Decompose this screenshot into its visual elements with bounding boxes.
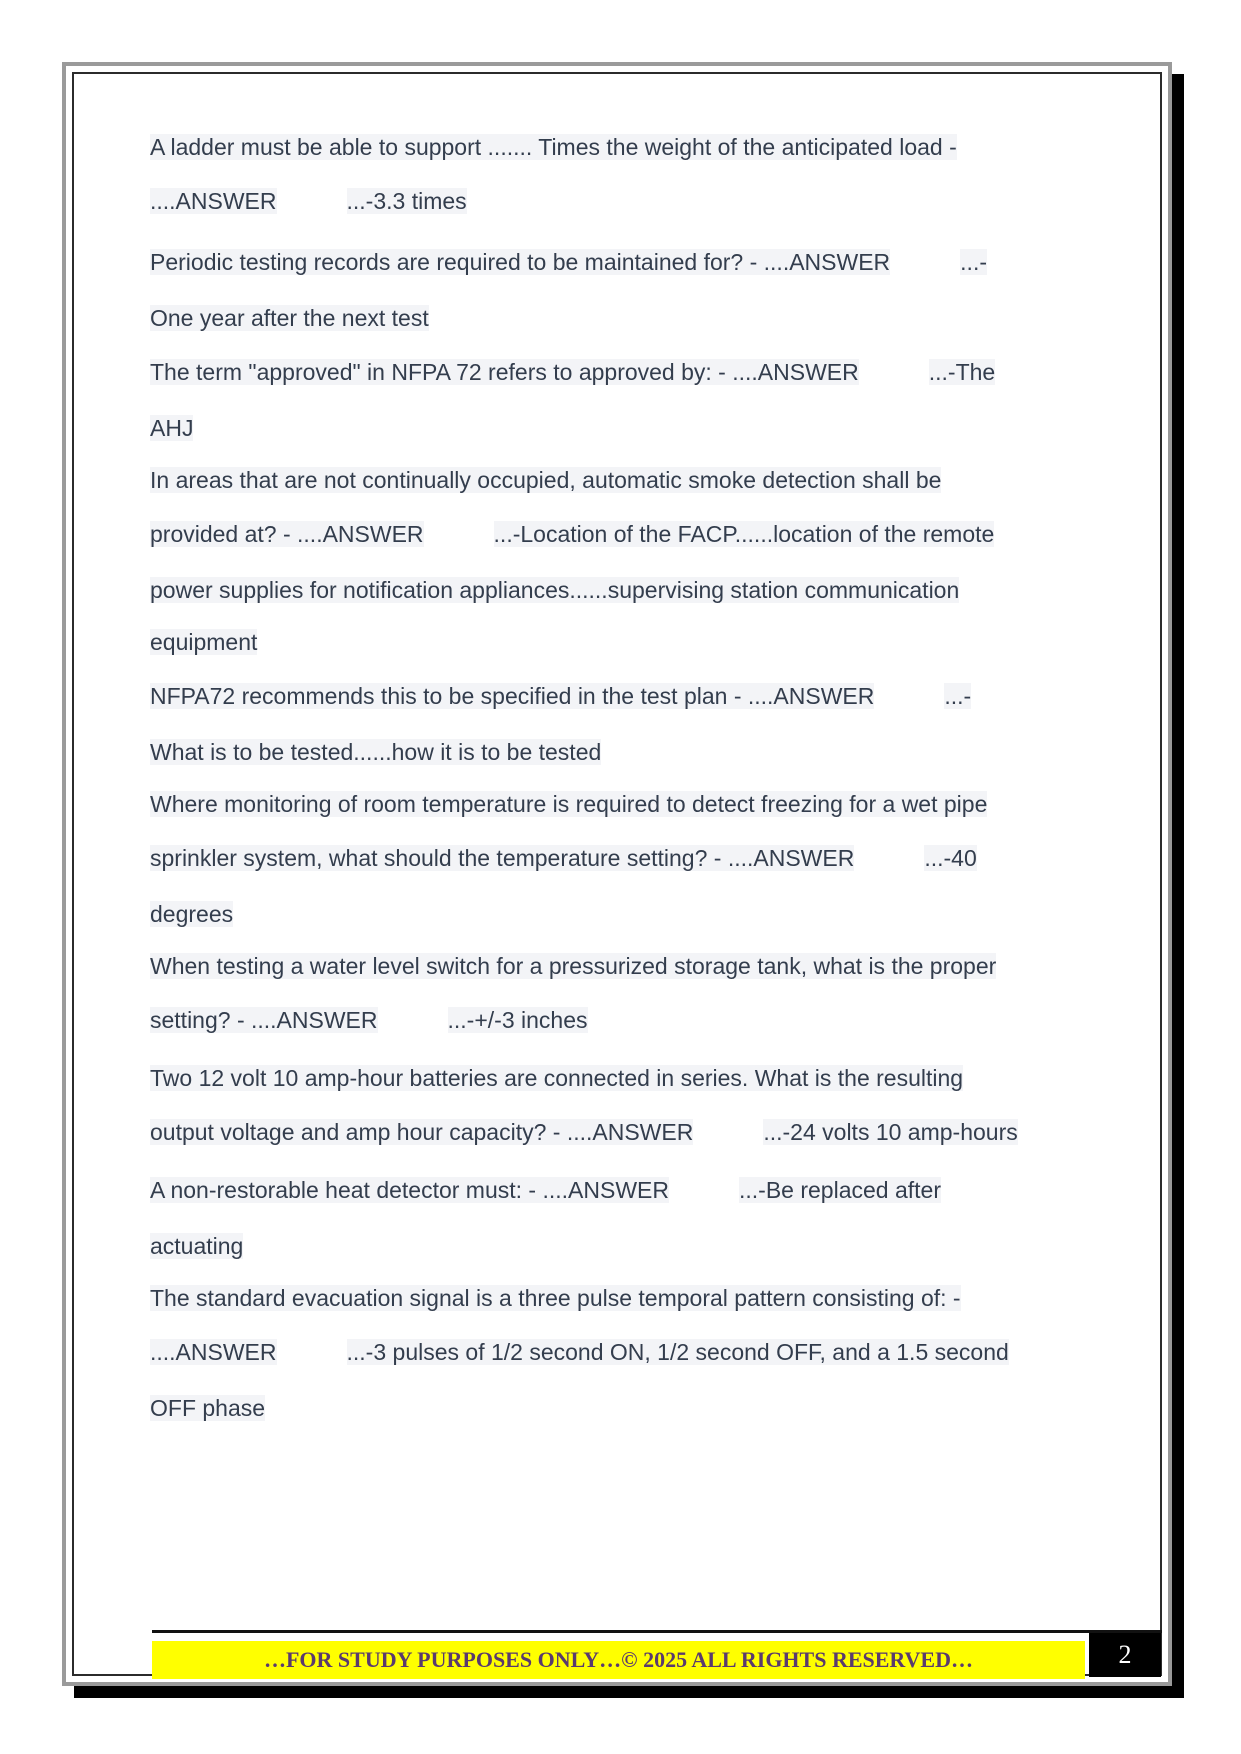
text-line [150,411,193,445]
answer-text: ...-The [928,359,996,385]
footer-rule [152,1630,1162,1633]
line-text: ....ANSWER [150,188,277,214]
answer-text: ...-3 pulses of 1/2 second ON, 1/2 second OFF, and a 1.5 second [346,1339,1009,1365]
line-text: Periodic testing records are required to be maintained for? - ....ANSWER [150,249,891,275]
line-text: What is to be tested......how it is to be tested [150,739,602,765]
line-text: In areas that are not continually occupied, automatic smoke detection shall be [150,467,942,493]
text-line [150,1061,963,1095]
line-text: provided at? - ....ANSWER [150,521,424,547]
line-text: setting? - ....ANSWER [150,1007,378,1033]
text-line [150,679,971,713]
text-line [150,184,467,218]
text-line [150,573,959,607]
text-line [150,355,995,389]
line-text: NFPA72 recommends this to be specified in the test plan - ....ANSWER [150,683,875,709]
answer-text: ...-24 volts 10 amp-hours [763,1119,1018,1145]
line-text: The term "approved" in NFPA 72 refers to approved by: - ....ANSWER [150,359,859,385]
text-line [150,245,987,279]
line-text: degrees [150,901,234,927]
text-line [150,1003,588,1037]
answer-text: ...-+/-3 inches [447,1007,588,1033]
footer-notice: …FOR STUDY PURPOSES ONLY…© 2025 ALL RIGHTS RESERVED… [263,1647,973,1672]
text-line [150,841,977,875]
line-text: ....ANSWER [150,1339,277,1365]
line-text: power supplies for notification appliances......supervising station communication [150,577,960,603]
line-text: AHJ [150,415,194,441]
answer-text: ...-Be replaced after [739,1177,941,1203]
line-text: output voltage and amp hour capacity? - ....ANSWER [150,1119,694,1145]
answer-text: ...-40 [924,845,977,871]
line-text: One year after the next test [150,305,429,331]
answer-text: ...-Location of the FACP......location of the remote [493,521,995,547]
text-line [150,625,257,659]
text-line [150,949,996,983]
text-line [150,897,233,931]
text-line [150,787,987,821]
line-text: Two 12 volt 10 amp-hour batteries are connected in series. What is the resulting [150,1065,964,1091]
line-text: A ladder must be able to support ....... Times the weight of the anticipated load - [150,134,957,160]
line-text: OFF phase [150,1395,266,1421]
text-line [150,1115,1018,1149]
text-line [150,1173,941,1207]
page-number: 2 [1089,1633,1161,1677]
answer-text: ...-3.3 times [346,188,467,214]
line-text: Where monitoring of room temperature is required to detect freezing for a wet pipe [150,791,988,817]
footer-band [152,1641,1085,1679]
text-line [150,301,429,335]
text-line [150,1281,961,1315]
line-text: actuating [150,1233,244,1259]
text-line [150,130,957,164]
answer-text: ...- [960,249,988,275]
text-line [150,1335,1009,1369]
line-text: When testing a water level switch for a pressurized storage tank, what is the proper [150,953,997,979]
text-line [150,517,994,551]
line-text: A non-restorable heat detector must: - ....ANSWER [150,1177,669,1203]
text-line [150,1229,243,1263]
text-line [150,1391,265,1425]
text-line [150,735,601,769]
line-text: The standard evacuation signal is a three pulse temporal pattern consisting of: - [150,1285,961,1311]
line-text: sprinkler system, what should the temperature setting? - ....ANSWER [150,845,855,871]
answer-text: ...- [944,683,972,709]
line-text: equipment [150,629,258,655]
text-line [150,463,941,497]
